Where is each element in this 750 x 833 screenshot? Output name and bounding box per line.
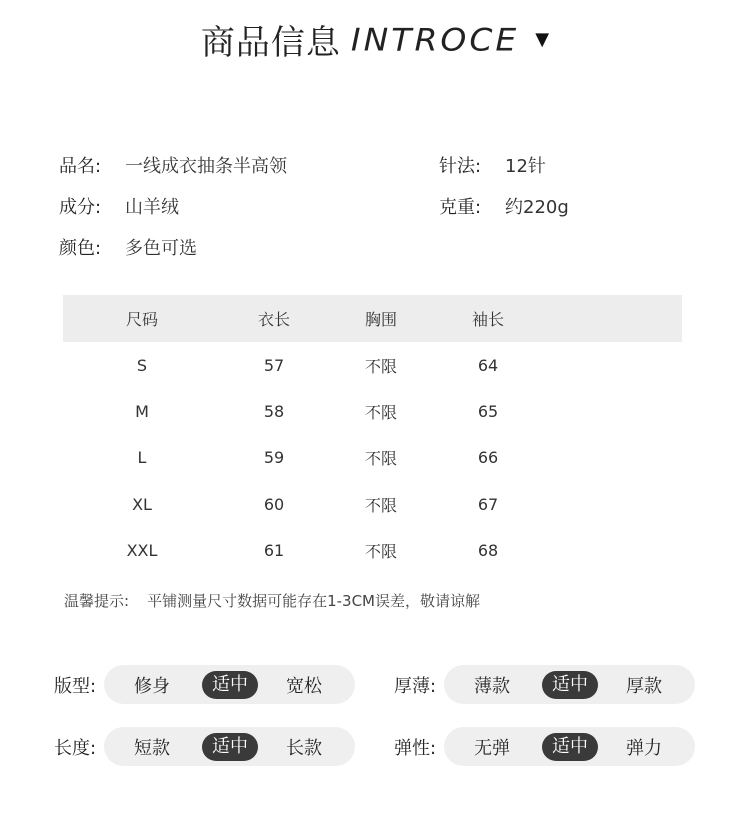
section-header [0, 14, 750, 64]
header-length: 衣长 [257, 310, 291, 329]
attr-thickness-scale [444, 665, 695, 704]
header-size: 尺码 [125, 310, 159, 329]
tip-text: 平铺测量尺寸数据可能存在1-3CM误差，敬请谅解 [147, 592, 480, 610]
cell-chest: 不限 [364, 541, 398, 561]
table-row [63, 388, 682, 434]
cell-size: XXL [126, 540, 158, 560]
cell-sleeve: 67 [477, 494, 499, 514]
size-table-header [63, 295, 682, 342]
cell-sleeve: 64 [477, 355, 499, 375]
info-stitch-row [439, 152, 546, 178]
cell-size: XL [132, 494, 152, 514]
cell-sleeve: 66 [477, 448, 499, 468]
cell-chest: 不限 [364, 402, 398, 422]
cell-length: 57 [263, 355, 285, 375]
cell-sleeve: 65 [477, 401, 499, 421]
thickness-option-medium: 适中 [542, 671, 598, 699]
info-color-row [59, 234, 197, 260]
info-material-row [59, 193, 179, 219]
cell-chest: 不限 [364, 356, 398, 376]
tip-label: 温馨提示: [64, 592, 130, 610]
attr-elasticity [394, 727, 695, 766]
triangle-down-icon: ▼ [535, 28, 550, 50]
cell-length: 59 [263, 448, 285, 468]
cell-size: S [136, 355, 148, 375]
thickness-option-thick: 厚款 [626, 675, 662, 697]
info-name-label: 品名: [59, 156, 102, 177]
table-row [63, 435, 682, 481]
info-weight-value: 约220g [505, 197, 569, 218]
header-chest: 胸围 [364, 310, 398, 329]
info-name-row [59, 152, 287, 178]
attr-length-label: 长度: [54, 737, 97, 759]
fit-option-medium: 适中 [202, 671, 258, 699]
fit-option-slim: 修身 [134, 675, 170, 697]
cell-size: M [135, 401, 149, 421]
attr-fit-scale [104, 665, 355, 704]
attr-fit [54, 665, 355, 704]
attr-length-scale [104, 727, 355, 766]
length-option-long: 长款 [286, 737, 322, 759]
attr-length [54, 727, 355, 766]
length-option-medium: 适中 [202, 733, 258, 761]
cell-sleeve: 68 [477, 540, 499, 560]
elasticity-option-medium: 适中 [542, 733, 598, 761]
attr-thickness [394, 665, 695, 704]
attr-thickness-label: 厚薄: [394, 675, 437, 697]
info-weight-label: 克重: [439, 197, 482, 218]
attr-elasticity-label: 弹性: [394, 737, 437, 759]
fit-option-loose: 宽松 [286, 675, 322, 697]
attr-elasticity-scale [444, 727, 695, 766]
cell-length: 60 [263, 494, 285, 514]
cell-chest: 不限 [364, 495, 398, 515]
info-material-label: 成分: [59, 197, 102, 218]
cell-size: L [137, 448, 147, 468]
table-row [63, 527, 682, 573]
thickness-option-thin: 薄款 [474, 675, 510, 697]
table-row [63, 481, 682, 527]
cell-length: 58 [263, 401, 285, 421]
info-weight-row [439, 193, 569, 219]
info-color-label: 颜色: [59, 238, 102, 259]
elasticity-option-stretch: 弹力 [626, 737, 662, 759]
table-row [63, 342, 682, 388]
info-stitch-label: 针法: [439, 156, 482, 177]
header-title-en: INTROCE [350, 20, 520, 58]
header-title-cn: 商品信息 [200, 22, 341, 63]
info-material-value: 山羊绒 [125, 197, 179, 218]
info-stitch-value: 12针 [505, 156, 546, 177]
cell-chest: 不限 [364, 449, 398, 469]
header-sleeve: 袖长 [471, 310, 505, 329]
info-color-value: 多色可选 [125, 238, 197, 259]
info-name-value: 一线成衣抽条半高领 [125, 156, 287, 177]
elasticity-option-none: 无弹 [474, 737, 510, 759]
attr-fit-label: 版型: [54, 675, 97, 697]
length-option-short: 短款 [134, 737, 170, 759]
measurement-tip [64, 590, 480, 611]
cell-length: 61 [263, 540, 285, 560]
size-table [63, 295, 682, 573]
